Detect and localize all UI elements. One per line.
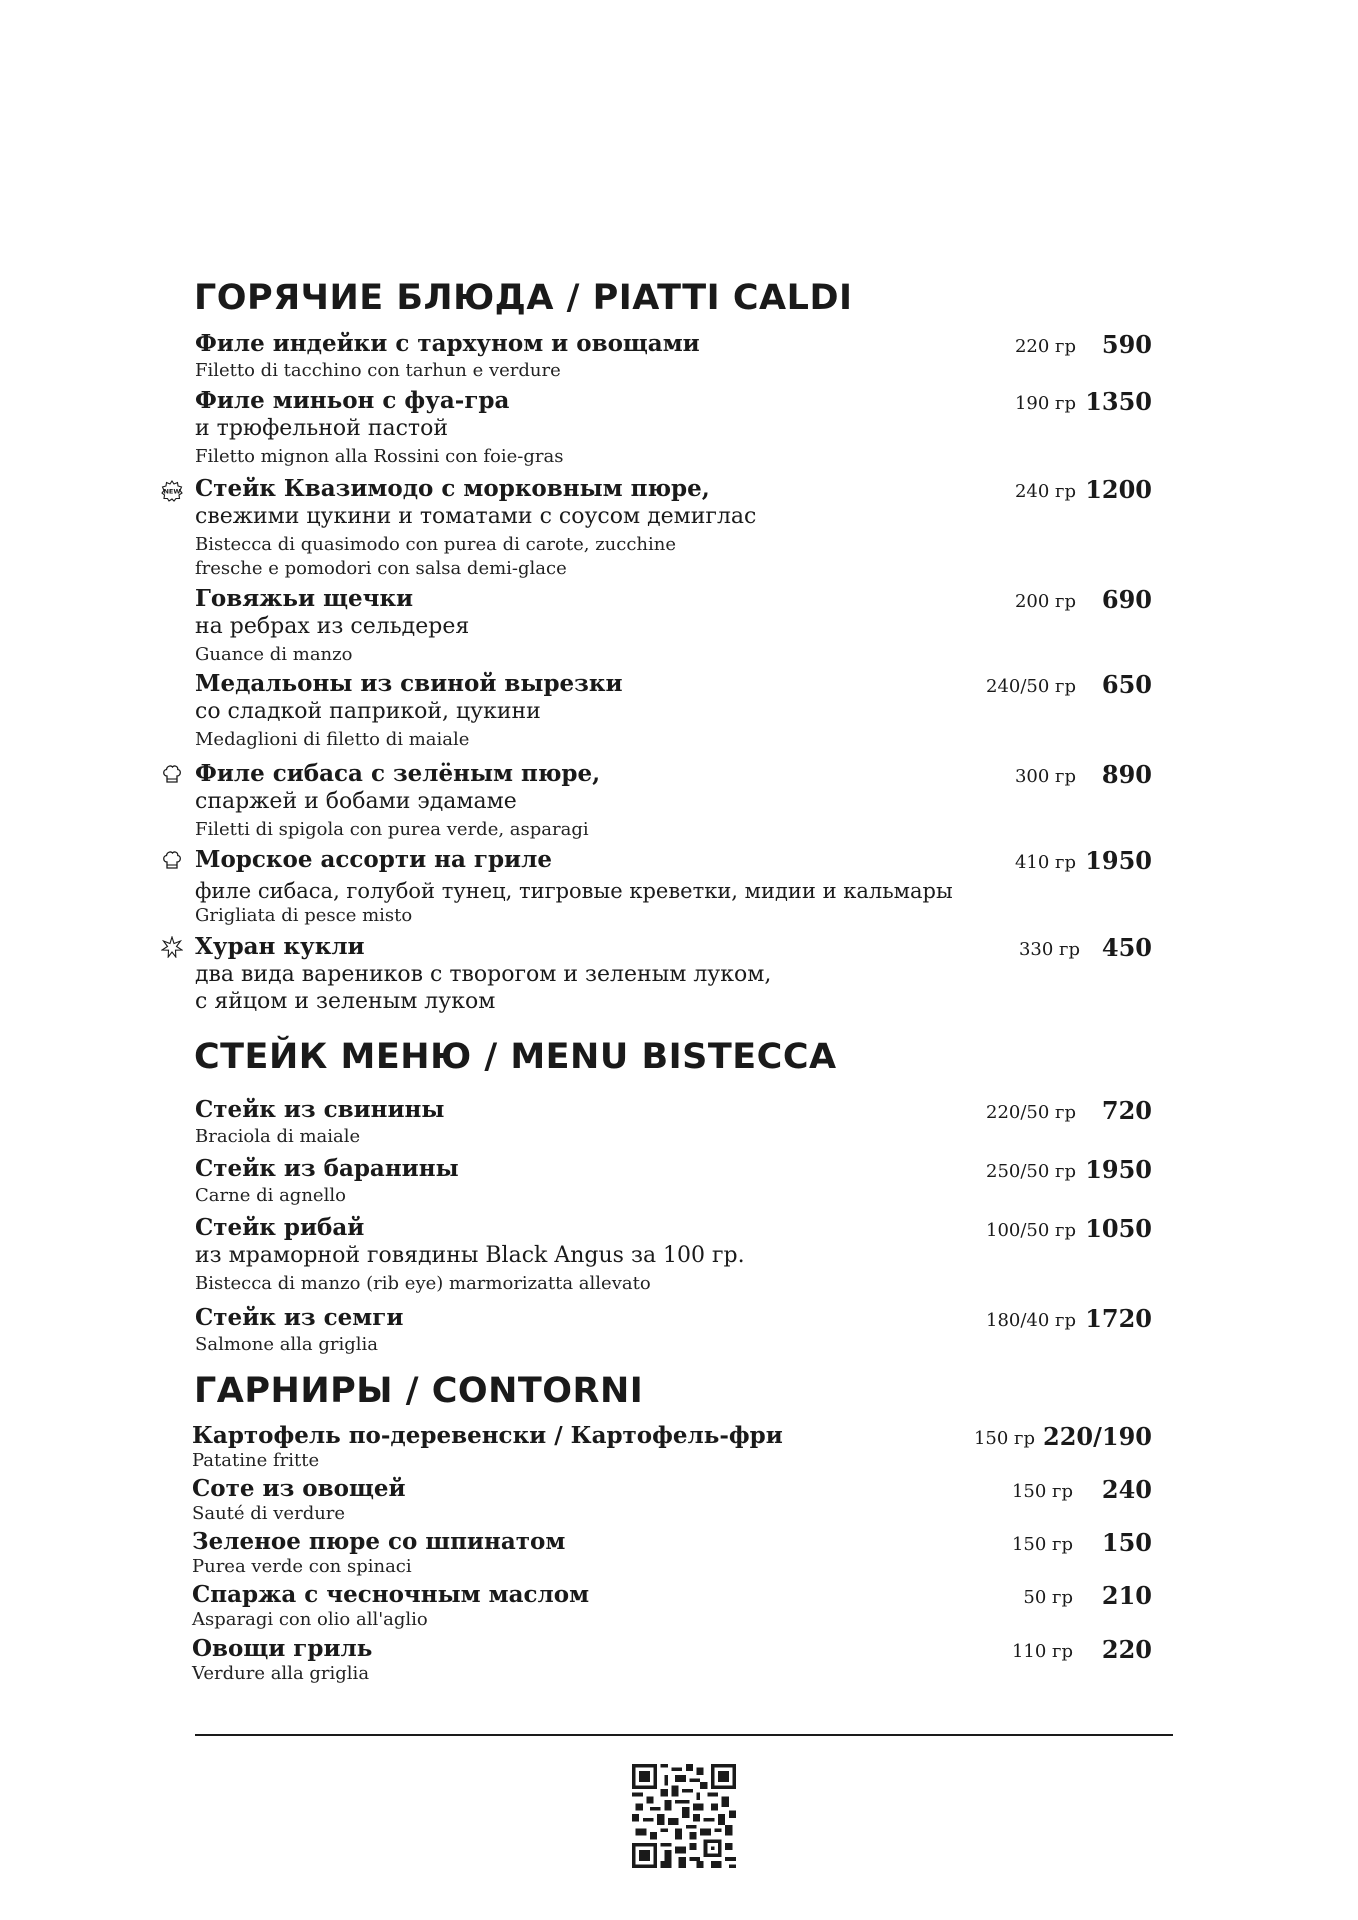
chef-hat-icon bbox=[161, 763, 183, 785]
item-weight: 150 гр bbox=[973, 1428, 1035, 1449]
item-price: 1050 bbox=[1085, 1214, 1152, 1243]
item-italian: Braciola di maiale bbox=[195, 1126, 361, 1147]
item-weight: 250/50 гр bbox=[986, 1161, 1076, 1182]
item-name: Филе индейки с тархуном и овощами bbox=[195, 330, 700, 357]
item-italian: Patatine fritte bbox=[192, 1450, 320, 1471]
item-price: 1950 bbox=[1085, 846, 1152, 875]
item-weight: 220/50 гр bbox=[986, 1102, 1076, 1123]
item-price: 1720 bbox=[1085, 1304, 1152, 1333]
item-description-line2: с яйцом и зеленым луком bbox=[195, 989, 496, 1014]
item-italian-line2: fresche e pomodori con salsa demi-glace bbox=[195, 558, 567, 579]
item-name: Стейк из баранины bbox=[195, 1155, 459, 1182]
item-name: Медальоны из свиной вырезки bbox=[195, 670, 623, 697]
item-italian: Filetto mignon alla Rossini con foie-gras bbox=[195, 446, 564, 467]
item-italian: Sauté di verdure bbox=[192, 1503, 346, 1524]
item-weight: 150 гр bbox=[1011, 1534, 1073, 1555]
svg-text:NEW: NEW bbox=[163, 487, 181, 496]
section-title: ГОРЯЧИЕ БЛЮДА / PIATTI CALDI bbox=[194, 278, 853, 318]
item-name: Филе сибаса с зелёным пюре, bbox=[195, 760, 601, 787]
item-price: 1950 bbox=[1085, 1155, 1152, 1184]
item-weight: 330 гр bbox=[1018, 939, 1080, 960]
item-description: на ребрах из сельдерея bbox=[195, 614, 470, 639]
item-price: 210 bbox=[1101, 1581, 1152, 1610]
item-name: Картофель по-деревенски / Картофель-фри bbox=[192, 1422, 783, 1449]
item-description: и трюфельной пастой bbox=[195, 416, 448, 441]
item-name: Зеленое пюре со шпинатом bbox=[192, 1528, 566, 1555]
item-italian: Purea verde con spinaci bbox=[192, 1556, 412, 1577]
item-price: 450 bbox=[1101, 933, 1152, 962]
item-name: Стейк Квазимодо с морковным пюре, bbox=[195, 475, 710, 502]
item-name: Соте из овощей bbox=[192, 1475, 406, 1502]
item-weight: 240 гр bbox=[1014, 481, 1076, 502]
item-italian: Medaglioni di filetto di maiale bbox=[195, 729, 470, 750]
item-weight: 180/40 гр bbox=[986, 1310, 1076, 1331]
item-price: 890 bbox=[1101, 760, 1152, 789]
item-italian: Guance di manzo bbox=[195, 644, 353, 665]
item-italian: Asparagi con olio all'aglio bbox=[192, 1609, 428, 1630]
item-description: свежими цукини и томатами с соусом демиглас bbox=[195, 504, 757, 529]
item-name: Стейк из семги bbox=[195, 1304, 404, 1331]
item-name: Стейк из свинины bbox=[195, 1096, 445, 1123]
item-price: 690 bbox=[1101, 585, 1152, 614]
item-name: Хуран кукли bbox=[195, 933, 365, 960]
item-price: 220 bbox=[1101, 1635, 1152, 1664]
item-italian: Bistecca di manzo (rib eye) marmorizatta allevato bbox=[195, 1273, 651, 1294]
item-price: 590 bbox=[1101, 330, 1152, 359]
section-title: ГАРНИРЫ / CONTORNI bbox=[194, 1371, 644, 1411]
item-weight: 300 гр bbox=[1014, 766, 1076, 787]
item-name: Стейк рибай bbox=[195, 1214, 365, 1241]
item-price: 720 bbox=[1101, 1096, 1152, 1125]
item-name: Спаржа с чесночным маслом bbox=[192, 1581, 590, 1608]
item-description: два вида вареников с творогом и зеленым луком, bbox=[195, 962, 772, 987]
item-price: 220/190 bbox=[1043, 1422, 1152, 1451]
star-icon bbox=[161, 936, 183, 958]
item-weight: 240/50 гр bbox=[986, 676, 1076, 697]
item-italian: Salmone alla griglia bbox=[195, 1334, 379, 1355]
item-price: 1200 bbox=[1085, 475, 1152, 504]
chef-hat-icon bbox=[161, 849, 183, 871]
item-italian: Grigliata di pesce misto bbox=[195, 905, 413, 926]
item-italian: Bistecca di quasimodo con purea di carote, zucchine bbox=[195, 534, 677, 555]
item-name: Морское ассорти на гриле bbox=[195, 846, 552, 873]
item-weight: 220 гр bbox=[1014, 336, 1076, 357]
item-price: 1350 bbox=[1085, 387, 1152, 416]
item-italian: Filetti di spigola con purea verde, asparagi bbox=[195, 819, 589, 840]
item-description: из мраморной говядины Black Angus за 100 гр. bbox=[195, 1243, 745, 1268]
item-italian: Filetto di tacchino con tarhun e verdure bbox=[195, 360, 561, 381]
item-name: Говяжьи щечки bbox=[195, 585, 414, 612]
item-name: Овощи гриль bbox=[192, 1635, 373, 1662]
qr-code[interactable] bbox=[632, 1764, 736, 1868]
item-weight: 50 гр bbox=[1023, 1587, 1073, 1608]
section-title: СТЕЙК МЕНЮ / MENU BISTECCA bbox=[194, 1037, 837, 1077]
divider bbox=[195, 1734, 1173, 1736]
item-weight: 190 гр bbox=[1014, 393, 1076, 414]
item-weight: 150 гр bbox=[1011, 1481, 1073, 1502]
item-weight: 410 гр bbox=[1014, 852, 1076, 873]
item-weight: 110 гр bbox=[1011, 1641, 1073, 1662]
item-italian: Verdure alla griglia bbox=[192, 1663, 370, 1684]
item-description: филе сибаса, голубой тунец, тигровые креветки, мидии и кальмары bbox=[195, 879, 953, 903]
item-price: 150 bbox=[1101, 1528, 1152, 1557]
item-name: Филе миньон с фуа-гра bbox=[195, 387, 510, 414]
item-price: 240 bbox=[1101, 1475, 1152, 1504]
item-weight: 200 гр bbox=[1014, 591, 1076, 612]
item-description: спаржей и бобами эдамаме bbox=[195, 789, 517, 814]
item-weight: 100/50 гр bbox=[986, 1220, 1076, 1241]
item-description: со сладкой паприкой, цукини bbox=[195, 699, 541, 724]
item-italian: Carne di agnello bbox=[195, 1185, 346, 1206]
item-price: 650 bbox=[1101, 670, 1152, 699]
new-badge-icon bbox=[161, 480, 183, 502]
